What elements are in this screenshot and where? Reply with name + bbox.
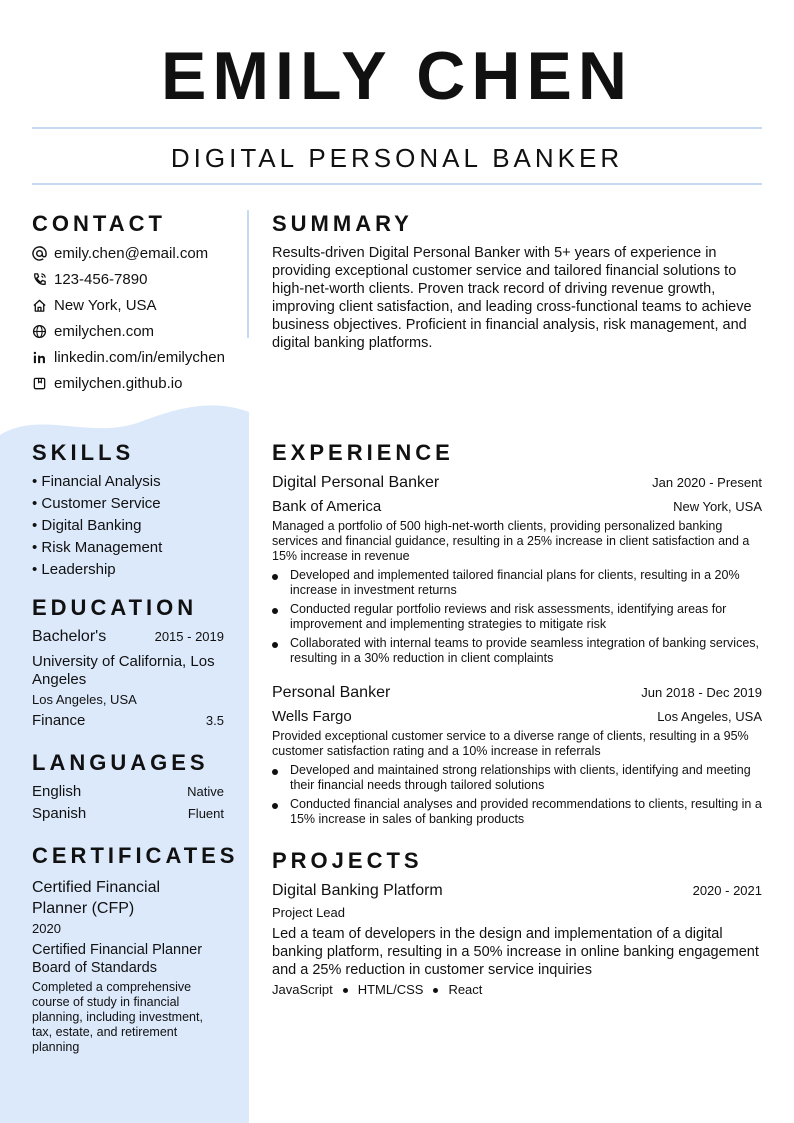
education-degree: Bachelor's	[32, 628, 107, 645]
contact-phone-text: 123-456-7890	[54, 270, 148, 288]
job-summary: Provided exceptional customer service to a diverse range of clients, resulting in a 95% customer satisfaction rating and a 10% increase in referrals	[272, 729, 749, 758]
contact-email-text: emily.chen@email.com	[54, 244, 209, 262]
project-name: Digital Banking Platform	[272, 882, 443, 899]
certificates-heading: CERTIFICATES	[32, 843, 239, 868]
phone-icon	[32, 272, 47, 287]
at-icon	[32, 246, 47, 261]
header-divider-top	[32, 127, 762, 129]
project-tech-list	[272, 982, 482, 998]
job-title-row	[272, 684, 762, 702]
bullet-dot	[272, 642, 278, 648]
contact-email[interactable]	[32, 243, 247, 263]
tech-tag: JavaScript	[272, 982, 333, 997]
certificate-name: Certified Financial Planner (CFP)	[32, 879, 161, 917]
contact-location-text: New York, USA	[54, 296, 157, 314]
certificate-description: Completed a comprehensive course of study in financial planning, including investment, tax, estate, and retirement planning	[32, 980, 203, 1054]
language-row	[32, 783, 224, 800]
tech-separator	[433, 988, 438, 993]
experience-heading: EXPERIENCE	[272, 440, 454, 465]
language-name: Spanish	[32, 805, 87, 822]
job-bullet-text: Conducted regular portfolio reviews and risk assessments, identifying areas for improvement and implementing strategies to mitigate risk	[290, 602, 727, 631]
education-location: Los Angeles, USA	[32, 692, 137, 707]
project-dates: 2020 - 2021	[692, 883, 762, 898]
language-level: Native	[187, 784, 224, 799]
contact-website-text: emilychen.com	[54, 322, 155, 340]
skill-item: • Customer Service	[32, 495, 161, 512]
contact-linkedin[interactable]	[32, 347, 247, 367]
home-icon	[32, 298, 47, 313]
bullet-dot	[272, 574, 278, 580]
education-field-row	[32, 712, 224, 729]
job-dates: Jan 2020 - Present	[652, 475, 762, 490]
job-bullet-text: Conducted financial analyses and provided recommendations to clients, resulting in a 15% increase in sales of banking products	[290, 797, 762, 826]
job-bullet-text: Developed and implemented tailored financial plans for clients, resulting in a 20% increase in investment returns	[290, 568, 740, 597]
job-company: Bank of America	[272, 498, 382, 515]
summary-text: Results-driven Digital Personal Banker with 5+ years of experience in providing exceptional customer service and tailored financial solutions to high-net-worth clients. Proven track record of driving revenue growth, improving client satisfaction, and leading cross-functional teams to achieve business objectives. Proficient in financial analysis, risk management, and digital banking platforms.	[272, 245, 752, 351]
education-heading: EDUCATION	[32, 595, 198, 620]
job-dates: Jun 2018 - Dec 2019	[641, 685, 762, 700]
job-title-row	[272, 474, 762, 492]
education-school: University of California, Los Angeles	[32, 653, 215, 688]
job-company-row	[272, 708, 762, 725]
projects-heading: PROJECTS	[272, 848, 423, 873]
bullet-dot	[272, 769, 278, 775]
skills-heading: SKILLS	[32, 440, 135, 465]
tech-tag: React	[448, 982, 483, 997]
tech-tag: HTML/CSS	[357, 982, 424, 997]
job-location: New York, USA	[673, 499, 762, 514]
job-company: Wells Fargo	[272, 708, 352, 725]
project-title-row	[272, 882, 762, 900]
contact-portfolio-text: emilychen.github.io	[54, 374, 183, 392]
certificate-year: 2020	[32, 921, 61, 936]
contact-location	[32, 295, 247, 315]
skill-item: • Risk Management	[32, 539, 163, 556]
contact-portfolio[interactable]	[32, 373, 247, 393]
job-title: Digital Personal Banker	[272, 474, 440, 491]
skill-item: • Financial Analysis	[32, 473, 161, 490]
education-degree-row	[32, 628, 224, 646]
portfolio-icon	[32, 376, 47, 391]
job-bullet-text: Collaborated with internal teams to provide seamless integration of banking services, resulting in a 30% reduction in client complaints	[290, 636, 759, 665]
tech-separator	[343, 988, 348, 993]
certificate-issuer: Certified Financial Planner Board of Standards	[32, 942, 203, 976]
education-dates: 2015 - 2019	[154, 629, 224, 644]
education-field: Finance	[32, 712, 86, 729]
job-bullet-text: Developed and maintained strong relationships with clients, identifying and meeting their financial needs through tailored solutions	[290, 763, 751, 792]
languages-heading: LANGUAGES	[32, 750, 209, 775]
column-divider	[247, 210, 249, 338]
bullet-dot	[272, 803, 278, 809]
globe-icon	[32, 324, 47, 339]
header-divider-bottom	[32, 183, 762, 185]
project-description: Led a team of developers in the design and implementation of a digital banking platform, resulting in a 50% increase in online banking engagement and a 25% reduction in customer service inquiries	[272, 926, 759, 978]
education-gpa: 3.5	[205, 713, 224, 728]
job-summary: Managed a portfolio of 500 high-net-worth clients, providing personalized banking services and financial guidance, resulting in a 25% increase in client satisfaction and a 15% increase in revenue	[272, 519, 750, 563]
contact-website[interactable]	[32, 321, 247, 341]
skill-item: • Leadership	[32, 561, 116, 578]
job-title: DIGITAL PERSONAL BANKER	[170, 143, 624, 173]
job-company-row	[272, 498, 762, 515]
bullet-dot	[272, 608, 278, 614]
language-name: English	[32, 783, 82, 800]
project-role: Project Lead	[272, 905, 345, 920]
contact-heading: CONTACT	[32, 211, 166, 236]
language-level: Fluent	[187, 806, 224, 821]
skill-item: • Digital Banking	[32, 517, 142, 534]
contact-phone[interactable]	[32, 269, 247, 289]
job-title: Personal Banker	[272, 684, 391, 701]
summary-heading: SUMMARY	[272, 211, 413, 236]
contact-linkedin-text: linkedin.com/in/emilychen	[54, 348, 225, 366]
candidate-name: EMILY CHEN	[161, 38, 633, 114]
language-row	[32, 805, 224, 822]
linkedin-icon	[32, 350, 47, 365]
job-location: Los Angeles, USA	[657, 709, 762, 724]
